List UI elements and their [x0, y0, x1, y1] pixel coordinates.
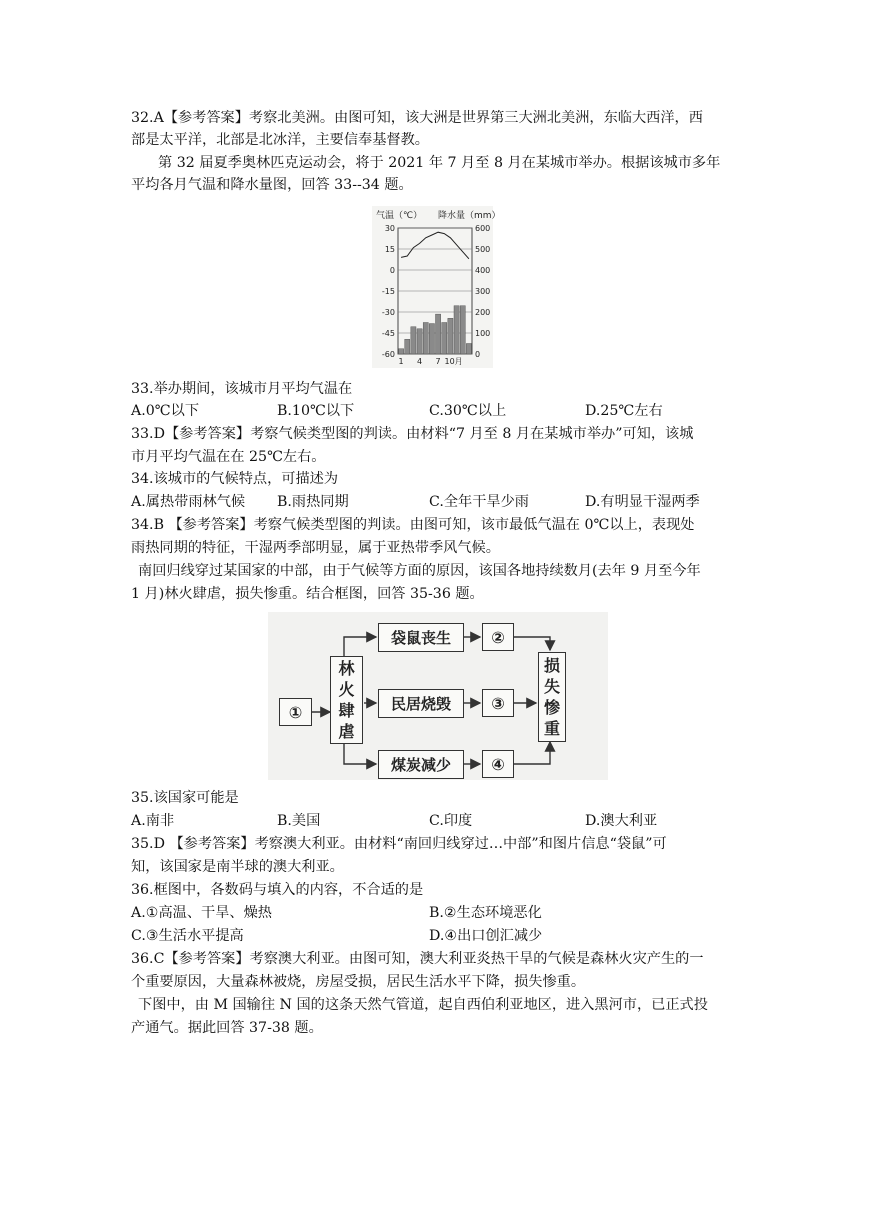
chart-x-tick-label: 1 [398, 357, 404, 366]
chart-y-tick-label: -45 [381, 329, 395, 338]
chart-y2-tick-label: 400 [475, 266, 491, 275]
flow-loss-char-4: 重 [543, 719, 560, 738]
flow-box-coal: 煤炭减少 [378, 750, 464, 779]
flow-box-4: ④ [482, 750, 514, 778]
flow-diagram [268, 612, 608, 780]
chart-y-tick-label: -60 [381, 350, 395, 359]
q35-answer-line2: 知，该国家是南半球的澳大利亚。 [131, 859, 344, 875]
q32-answer-line1: 32.A【参考答案】考察北美洲。由图可知，该大洲是世界第三大洲北美洲，东临大西洋，西 [131, 110, 703, 126]
precipitation-bar [405, 339, 410, 354]
precipitation-bar [423, 323, 428, 355]
q34-option-c: C.全年干旱少雨 [429, 494, 529, 510]
q34-answer-line2: 雨热同期的特征，干湿两季部明显，属于亚热带季风气候。 [131, 540, 500, 556]
chart-y2-tick-label: 100 [475, 329, 491, 338]
chart-y2-tick-label: 500 [475, 245, 491, 254]
q33-options [131, 400, 771, 422]
chart-y-label: 气温（℃） [376, 211, 423, 221]
q35-options [131, 810, 771, 832]
q36-answer-line2: 个重要原因，大量森林被烧，房屋受损，居民生活水平下降，损失惨重。 [131, 974, 586, 990]
q32-answer-line2: 部是太平洋，北部是北冰洋，主要信奉基督教。 [131, 132, 429, 148]
intro-33-34-line2: 平均各月气温和降水量图，回答 33--34 题。 [131, 177, 413, 193]
chart-x-tick-label: 10月 [444, 357, 463, 366]
intro-33-34-line1: 第 32 届夏季奥林匹克运动会，将于 2021 年 7 月至 8 月在某城市举办。根据该城市多年 [158, 155, 721, 171]
chart-x-tick-label: 7 [435, 357, 441, 366]
intro-35-36-line2: 1 月)林火肆虐，损失惨重。结合框图，回答 35-36 题。 [131, 586, 484, 602]
chart-y2-tick-label: 0 [475, 350, 481, 359]
q36-option-c: C.③生活水平提高 [131, 928, 244, 944]
precipitation-bar [436, 314, 441, 354]
flow-box-1: ① [279, 698, 312, 726]
q34-options [131, 491, 771, 513]
q33-option-b: B.10℃以下 [277, 403, 355, 419]
precipitation-bar [411, 327, 416, 354]
intro-35-36-line1: 南回归线穿过某国家的中部，由于气候等方面的原因，该国各地持续数月(去年 9 月至今年 [138, 563, 701, 579]
precipitation-bar [442, 323, 447, 355]
q36-option-a: A.①高温、干旱、燥热 [131, 905, 272, 921]
climate-chart [372, 206, 501, 368]
q35-option-a: A.南非 [131, 813, 175, 829]
q33-answer-line1: 33.D【参考答案】考察气候类型图的判读。由材料“7 月至 8 月在某城市举办”可知，该城 [131, 426, 694, 442]
q35-option-c: C.印度 [429, 813, 473, 829]
q33-stem: 33.举办期间，该城市月平均气温在 [131, 381, 353, 397]
q36-answer-line1: 36.C【参考答案】考察澳大利亚。由图可知，澳大利亚炎热干旱的气候是森林火灾产生的一 [131, 951, 704, 967]
precipitation-bar [460, 306, 465, 354]
q34-option-a: A.属热带雨林气候 [131, 494, 246, 510]
flow-loss-char-2: 失 [543, 677, 560, 696]
flow-fire-char-3: 肆 [338, 701, 355, 720]
q33-option-d: D.25℃左右 [585, 403, 663, 419]
precipitation-bar [454, 306, 459, 354]
precipitation-bar [417, 329, 422, 354]
q36-option-d: D.④出口创汇减少 [429, 928, 543, 944]
q34-answer-line1: 34.B 【参考答案】考察气候类型图的判读。由图可知，该市最低气温在 0℃以上，表现处 [131, 517, 695, 533]
q35-option-d: D.澳大利亚 [585, 813, 658, 829]
precipitation-bar [448, 318, 453, 354]
q35-option-b: B.美国 [277, 813, 321, 829]
q34-option-d: D.有明显干湿两季 [585, 494, 700, 510]
q33-option-c: C.30℃以上 [429, 403, 507, 419]
flow-fire-char-4: 虐 [338, 722, 355, 741]
q34-stem: 34.该城市的气候特点，可描述为 [131, 471, 339, 487]
chart-y2-tick-label: 600 [475, 224, 491, 233]
chart-y2-label: 降水量（mm） [438, 211, 501, 221]
chart-y-tick-label: -30 [381, 308, 395, 317]
q36-options-row2 [131, 925, 771, 947]
flow-box-2: ② [482, 623, 514, 651]
chart-y-tick-label: 15 [384, 245, 395, 254]
chart-x-tick-label: 4 [417, 357, 423, 366]
q33-answer-line2: 市月平均气温在在 25℃左右。 [131, 449, 326, 465]
flow-box-loss [538, 652, 566, 742]
flow-fire-char-2: 火 [338, 680, 355, 699]
q35-answer-line1: 35.D 【参考答案】考察澳大利亚。由材料“南回归线穿过…中部”和图片信息“袋鼠”可 [131, 836, 667, 852]
flow-box-kangaroo: 袋鼠丧生 [378, 623, 464, 652]
flow-fire-char-1: 林 [338, 659, 355, 678]
chart-y-tick-label: 30 [384, 224, 395, 233]
chart-y2-tick-label: 300 [475, 287, 491, 296]
chart-y-tick-label: 0 [389, 266, 395, 275]
flow-box-houses: 民居烧毁 [378, 689, 464, 718]
q36-options-row1 [131, 902, 771, 924]
flow-loss-char-1: 损 [543, 656, 560, 675]
q36-stem: 36.框图中，各数码与填入的内容，不合适的是 [131, 882, 424, 898]
precipitation-bar [429, 324, 434, 354]
intro-37-38-line1: 下图中，由 M 国输往 N 国的这条天然气管道，起自西伯利亚地区，进入黑河市，已正式投 [138, 997, 708, 1013]
intro-37-38-line2: 产通气。据此回答 37-38 题。 [131, 1020, 323, 1036]
q35-stem: 35.该国家可能是 [131, 790, 239, 806]
precipitation-bar [466, 344, 471, 355]
q33-option-a: A.0℃以下 [131, 403, 200, 419]
flow-box-fire [330, 656, 363, 744]
flow-box-3: ③ [482, 689, 514, 717]
q36-option-b: B.②生态环境恶化 [429, 905, 542, 921]
chart-y-tick-label: -15 [381, 287, 395, 296]
chart-y2-tick-label: 200 [475, 308, 491, 317]
q34-option-b: B.雨热同期 [277, 494, 349, 510]
precipitation-bar [399, 349, 404, 354]
flow-loss-char-3: 惨 [543, 698, 560, 717]
